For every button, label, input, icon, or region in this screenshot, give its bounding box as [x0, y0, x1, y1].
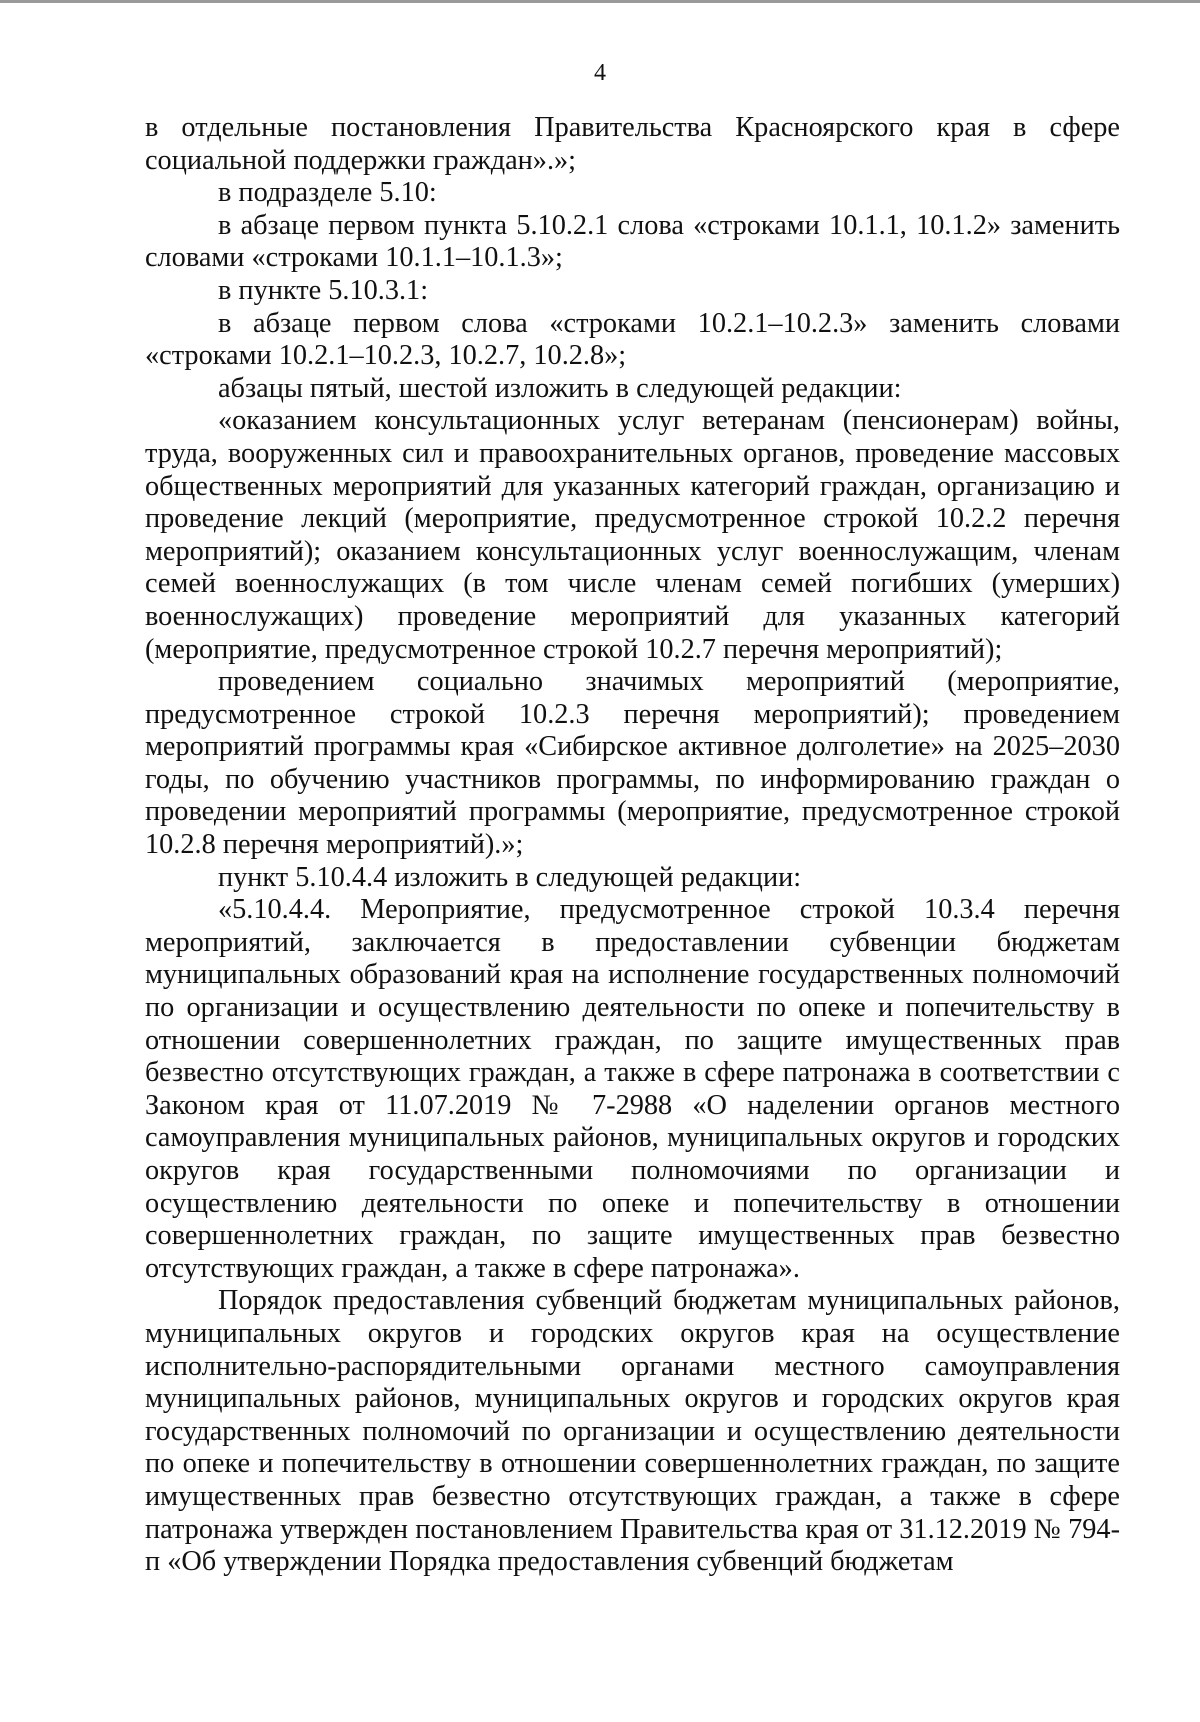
paragraph: в абзаце первом слова «строками 10.2.1–10.2.3» заменить словами «строками 10.2.1–10.2.3, 10.2.7, 10.2.8»;: [145, 307, 1120, 372]
paragraph: абзацы пятый, шестой изложить в следующей редакции:: [218, 372, 902, 404]
paragraph: «5.10.4.4. Мероприятие, предусмотренное строкой 10.3.4 перечня мероприятий, заключается в предоставлении субвенции бюджетам муниципальных образований края на исполнение государственных полномочий по организации и осуществлению деятельности по опеке и попечительству в отношении совершеннолетних граждан, по защите имущественных прав безвестно отсутствующих граждан, а также в сфере патронажа в соответствии с Законом края от 11.07.2019 № 7-2988 «О наделении органов местного самоуправления муниципальных районов, муниципальных округов и городских округов края государственными полномочиями по организации и осуществлению деятельности по опеке и попечительству в отношении совершеннолетних граждан, по защите имущественных прав безвестно отсутствующих граждан, а также в сфере патронажа».: [145, 894, 1120, 1284]
page-number: 4: [594, 60, 606, 86]
paragraph: «оказанием консультационных услуг ветеранам (пенсионерам) войны, труда, вооруженных сил и правоохранительных органов, проведение массовых общественных мероприятий для указанных категорий граждан, организацию и проведение лекций (мероприятие, предусмотренное строкой 10.2.2 перечня мероприятий); оказанием консультационных услуг военнослужащим, членам семей военнослужащих (в том числе членам семей погибших (умерших) военнослужащих) проведение мероприятий для указанных категорий (мероприятие, предусмотренное строкой 10.2.7 перечня мероприятий);: [145, 405, 1120, 665]
page-top-edge: [0, 0, 1200, 3]
paragraph: в отдельные постановления Правительства Красноярского края в сфере социальной поддержки граждан».»;: [145, 112, 1120, 176]
paragraph: Порядок предоставления субвенций бюджетам муниципальных районов, муниципальных округов и городских округов края на осуществление исполнительно-распорядительными органами местного самоуправления муниципальных районов, муниципальных округов и городских округов края государственных полномочий по организации и осуществлению деятельности по опеке и попечительству в отношении совершеннолетних граждан, по защите имущественных прав безвестно отсутствующих граждан, а также в сфере патронажа утвержден постановлением Правительства края от 31.12.2019 № 794-п «Об утверждении Порядка предоставления субвенций бюджетам: [145, 1285, 1120, 1578]
paragraph: в абзаце первом пункта 5.10.2.1 слова «строками 10.1.1, 10.1.2» заменить словами «строками 10.1.1–10.1.3»;: [145, 209, 1120, 274]
paragraph: в подразделе 5.10:: [218, 177, 437, 209]
paragraph: проведением социально значимых мероприятий (мероприятие, предусмотренное строкой 10.2.3 перечня мероприятий); проведением мероприятий программы края «Сибирское активное долголетие» на 2025–2030 годы, по обучению участников программы, по информированию граждан о проведении мероприятий программы (мероприятие, предусмотренное строкой 10.2.8 перечня мероприятий).»;: [145, 666, 1120, 861]
paragraph: пункт 5.10.4.4 изложить в следующей редакции:: [218, 861, 802, 893]
paragraph: в пункте 5.10.3.1:: [218, 274, 429, 306]
document-body: [145, 112, 1120, 1579]
